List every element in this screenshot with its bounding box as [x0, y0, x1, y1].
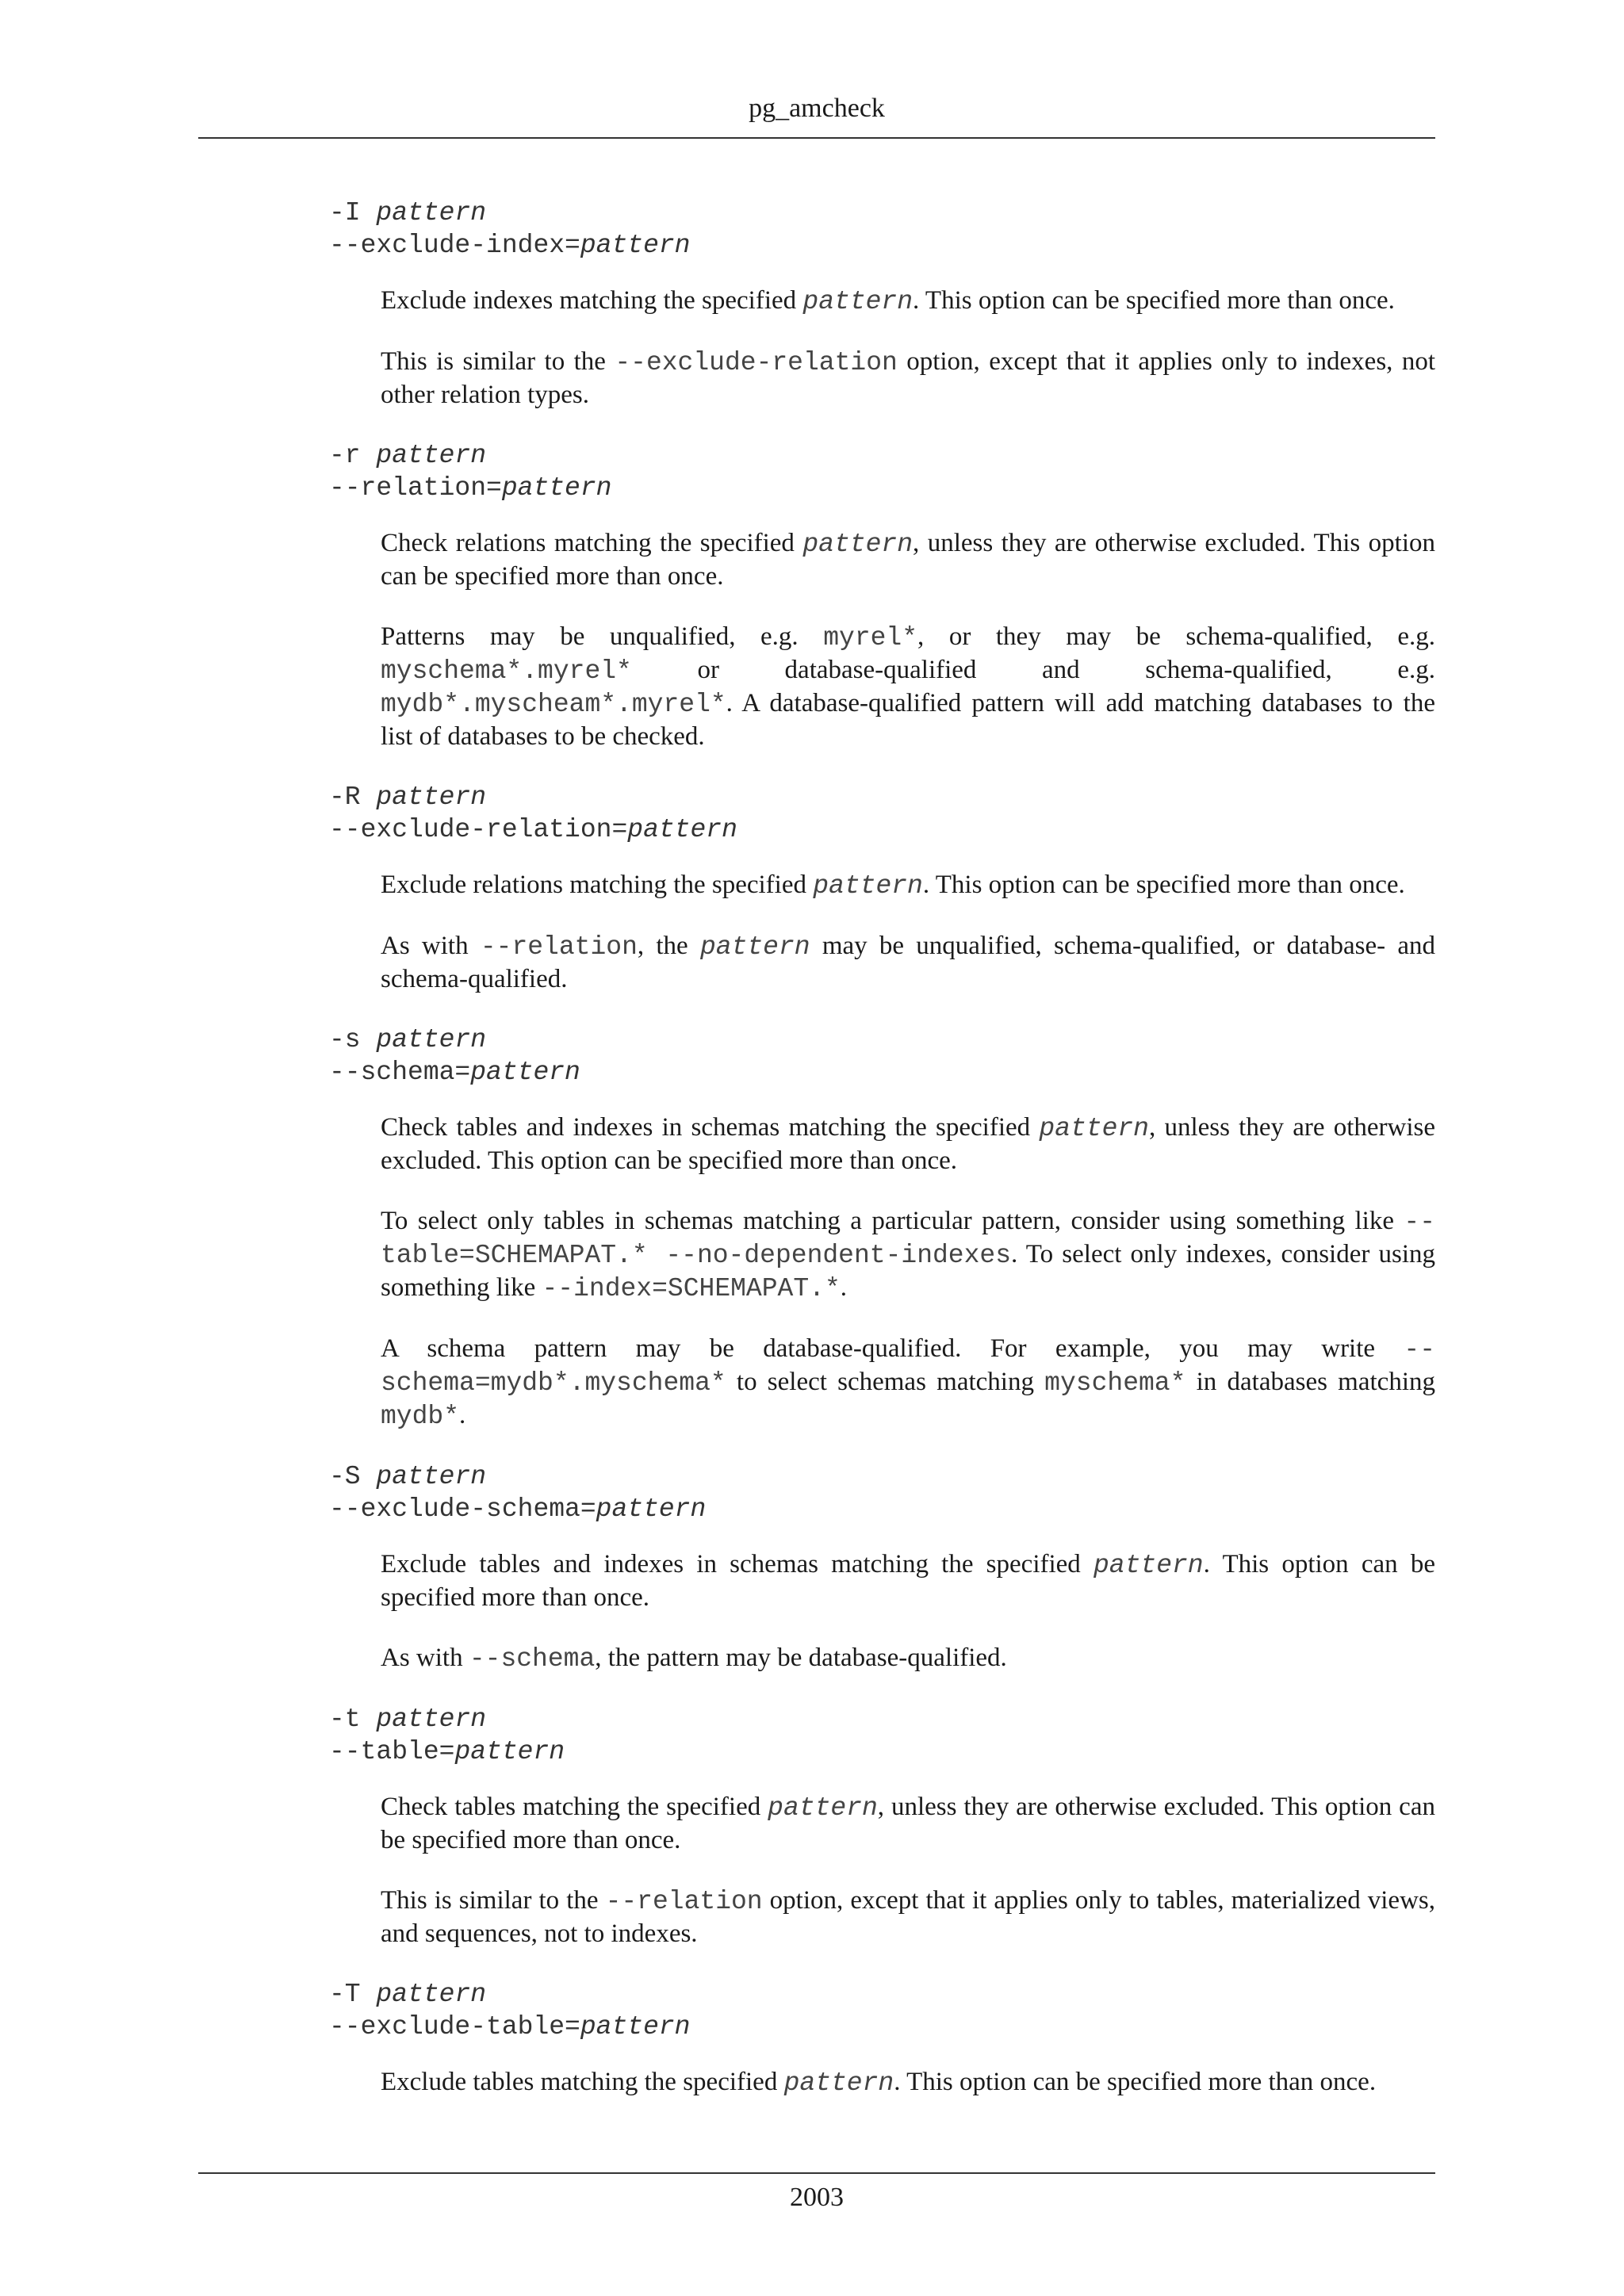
running-header: pg_amcheck — [749, 94, 885, 123]
option-short: -r pattern — [329, 441, 487, 470]
option-description — [381, 1112, 1435, 1433]
option-description — [381, 1548, 1435, 1675]
option-long: --table=pattern — [329, 1737, 565, 1766]
option-entry-table — [329, 1703, 1435, 1950]
paragraph: As with --schema, the pattern may be database-qualified. — [381, 1644, 1007, 1674]
paragraph: Check relations matching the specified pattern, unless they are otherwise excluded. This option can be specified more than once. — [381, 529, 1435, 591]
option-short: -S pattern — [329, 1462, 487, 1491]
option-entry-exclude-table — [329, 1978, 1435, 2099]
option-description — [381, 2066, 1435, 2099]
paragraph: This is similar to the --exclude-relation option, except that it applies only to indexes, not other relation types. — [381, 347, 1435, 409]
option-short: -s pattern — [329, 1025, 487, 1054]
option-list — [329, 197, 1435, 2099]
paragraph: To select only tables in schemas matching a particular pattern, consider using something like --table=SCHEMAPAT.* --no-dependent-indexes. To select only indexes, consider using something like --index=SCHEMAPAT.*. — [381, 1207, 1435, 1303]
option-entry-schema — [329, 1024, 1435, 1433]
paragraph: Exclude tables and indexes in schemas matching the specified pattern. This option can be specified more than once. — [381, 1550, 1435, 1612]
option-description — [381, 527, 1435, 753]
option-long: --exclude-index=pattern — [329, 231, 691, 260]
page-number: 2003 — [790, 2183, 844, 2212]
option-short: -t pattern — [329, 1705, 487, 1734]
option-long: --exclude-table=pattern — [329, 2012, 691, 2042]
option-description — [381, 1791, 1435, 1950]
option-entry-exclude-schema — [329, 1460, 1435, 1675]
option-long: --relation=pattern — [329, 473, 612, 503]
option-entry-exclude-index — [329, 197, 1435, 411]
paragraph: As with --relation, the pattern may be unqualified, schema-qualified, or database- and schema-qualified. — [381, 932, 1435, 993]
paragraph: Check tables and indexes in schemas matching the specified pattern, unless they are otherwise excluded. This option can be specified more than once. — [381, 1113, 1435, 1175]
option-description — [381, 869, 1435, 996]
paragraph: Patterns may be unqualified, e.g. myrel*, or they may be schema-qualified, e.g. myschema*.myrel* or database-qualified and schema-qualified, e.g. mydb*.myscheam*.myrel*. A database-qualified pattern will add matching databases to the list of databases to be checked. — [381, 622, 1435, 751]
paragraph: A schema pattern may be database-qualified. For example, you may write --schema=mydb*.myschema* to select schemas matching myschema* in databases matching mydb*. — [381, 1334, 1435, 1431]
footer-rule — [198, 2172, 1435, 2174]
option-entry-relation — [329, 439, 1435, 753]
paragraph: Exclude tables matching the specified pattern. This option can be specified more than once. — [381, 2068, 1377, 2098]
option-description — [381, 285, 1435, 411]
header-rule — [198, 137, 1435, 139]
paragraph: Check tables matching the specified pattern, unless they are otherwise excluded. This option can be specified more than once. — [381, 1793, 1435, 1854]
option-long: --exclude-relation=pattern — [329, 815, 737, 844]
option-short: -T pattern — [329, 1980, 487, 2009]
paragraph: Exclude indexes matching the specified pattern. This option can be specified more than once. — [381, 286, 1395, 316]
option-short: -R pattern — [329, 783, 487, 812]
option-entry-exclude-relation — [329, 781, 1435, 996]
paragraph: Exclude relations matching the specified pattern. This option can be specified more than once. — [381, 871, 1405, 901]
option-long: --schema=pattern — [329, 1058, 580, 1087]
option-long: --exclude-schema=pattern — [329, 1494, 707, 1524]
option-short: -I pattern — [329, 198, 487, 228]
paragraph: This is similar to the --relation option, except that it applies only to tables, materialized views, and sequences, not to indexes. — [381, 1886, 1435, 1948]
